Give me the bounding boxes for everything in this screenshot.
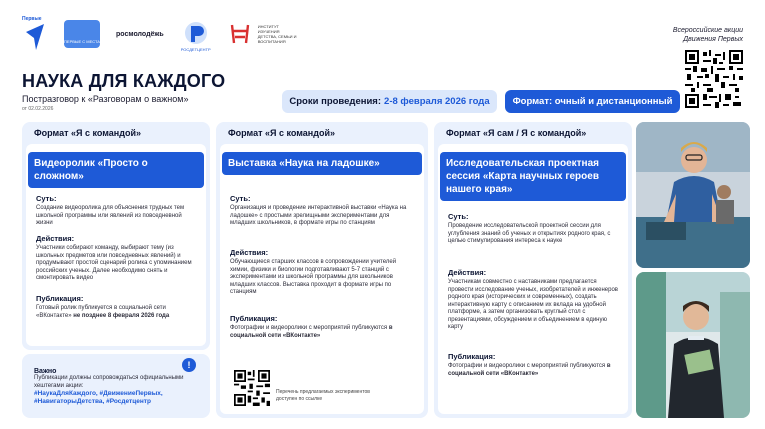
actions-section: Действия: Обучающиеся старших классов в сопровождении учителей химии, физики и биологии подготавливают 5-7 станций с экспериментами из школьной программы для школьников младших классов. Выставка проходит в формате игры по станциям <box>230 248 397 295</box>
lab-photo <box>636 122 750 268</box>
actions-section: Действия: Участники собирают команду, выбирают тему (из школьных предметов или повседневных явлений) и продумывают простой сценарий ролика с упоминанием российских ученых. Далее необходимо снять и смонтировать видео <box>36 234 192 281</box>
card-title: Исследовательская проектная сессия «Карта научных героев нашего края» <box>440 152 626 201</box>
publication-section: Публикация: Фотографии и видеоролики с мероприятий публикуются в социальной сети «ВКонтакте» <box>230 314 393 339</box>
chair-icon <box>228 21 254 47</box>
essence-section: Суть: Организация и проведение интерактивной выставки «Наука на ладошке» с простыми зрелищными экспериментами для младших школьников, в формате игры по станциям <box>230 194 407 226</box>
institut-logo: ИНСТИТУТ ИЗУЧЕНИЯ ДЕТСТВА, СЕМЬИ И ВОСПИТАНИЯ <box>228 21 300 47</box>
card-body <box>220 144 424 414</box>
hashtags: #НаукаДляКаждого, #ДвижениеПервых, #НавигаторыДетства, #Росдетцентр <box>34 390 163 405</box>
page-subtitle: Постразговор к «Разговорам о важном» <box>22 94 189 104</box>
activity-card-research <box>434 122 632 418</box>
publication-section: Публикация: Готовый ролик публикуется в социальной сети «ВКонтакте» не позднее 8 февраля 2026 года <box>36 294 170 319</box>
card-title: Выставка «Наука на ладошке» <box>222 152 422 175</box>
card-format-label: Формат «Я с командой» <box>228 128 335 138</box>
roscentr-logo: РОСДЕТЦЕНТР <box>180 16 212 52</box>
actions-section: Действия: Участникам совместно с наставниками предлагается провести исследование ученых, изобретателей и инженеров родного края (исторических и современных), создать интерактивную карту с описанием их вклада на удобной платформе, а затем организовать круглый стол с презентациями, обсуждением и объединением в единую карту <box>448 268 618 330</box>
page-title: НАУКА ДЛЯ КАЖДОГО <box>22 71 226 91</box>
roscentr-logo-mark <box>180 20 212 48</box>
card-format-label: Формат «Я с командой» <box>34 128 141 138</box>
pervye-logo-mark <box>22 16 48 52</box>
mesto-logo: ПЕРВЫЕ С МЕСТА <box>64 20 100 48</box>
header-caption: Всероссийские акции Движения Первых <box>672 27 743 43</box>
pervye-logo: Первые <box>22 16 48 52</box>
essence-section: Суть: Проведение исследовательской проектной сессии для углубления знаний об ученых и открытиях родного края, с целью стимулирования интереса к науке <box>448 212 611 244</box>
format-pill: Формат: очный и дистанционный <box>505 90 680 113</box>
issue-date: от 02.02.2026 <box>22 106 54 112</box>
info-icon: ! <box>182 358 196 372</box>
activity-card-exhibition <box>216 122 428 418</box>
experiments-qr-code[interactable] <box>234 370 270 406</box>
essence-section: Суть: Создание видеоролика для объяснения трудных тем школьной программы или явлений из повседневной жизни <box>36 194 185 226</box>
card-format-label: Формат «Я сам / Я с командой» <box>446 128 587 138</box>
activity-card-video <box>22 122 210 350</box>
dates-pill: Сроки проведения: 2-8 февраля 2026 года <box>282 90 497 113</box>
important-note: ! Важно Публикации должны сопровождаться официальными хештегами акции: #НаукаДляКаждого, #ДвижениеПервых, #НавигаторыДетства, #Росдетцентр <box>22 354 210 418</box>
card-title: Видеоролик «Просто о сложном» <box>28 152 204 188</box>
rosmolodezh-logo: росмолодёжь <box>116 30 164 38</box>
qr-code[interactable] <box>685 50 743 108</box>
card-body <box>438 144 628 414</box>
publication-section: Публикация: Фотографии и видеоролики с мероприятий публикуются в социальной сети «ВКонтакте» <box>448 352 611 377</box>
card-body <box>26 144 206 346</box>
exhibition-photo <box>636 272 750 418</box>
qr-caption: Перечень предлагаемых экспериментов доступен по ссылке <box>276 389 370 402</box>
partner-logos <box>22 16 300 52</box>
